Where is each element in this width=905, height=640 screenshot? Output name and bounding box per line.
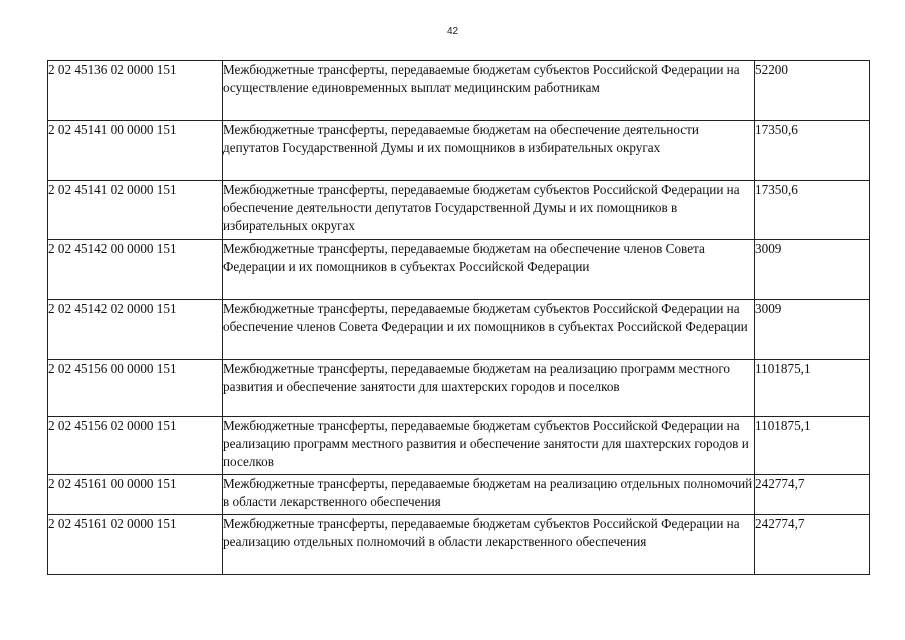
budget-code-cell: 2 02 45142 00 0000 151 bbox=[48, 240, 223, 300]
budget-code-cell: 2 02 45142 02 0000 151 bbox=[48, 300, 223, 360]
budget-table bbox=[47, 60, 870, 575]
amount-cell: 17350,6 bbox=[755, 181, 870, 240]
description-cell: Межбюджетные трансферты, передаваемые бюджетам субъектов Российской Федерации на реализацию программ местного развития и обеспечение занятости для шахтерских городов и поселков bbox=[223, 417, 755, 475]
table-row bbox=[48, 360, 870, 417]
description-cell: Межбюджетные трансферты, передаваемые бюджетам на обеспечение членов Совета Федерации и их помощников в субъектах Российской Федерации bbox=[223, 240, 755, 300]
description-cell: Межбюджетные трансферты, передаваемые бюджетам субъектов Российской Федерации на обеспечение деятельности депутатов Государственной Думы и их помощников в избирательных округах bbox=[223, 181, 755, 240]
description-cell: Межбюджетные трансферты, передаваемые бюджетам субъектов Российской Федерации на обеспечение членов Совета Федерации и их помощников в субъектах Российской Федерации bbox=[223, 300, 755, 360]
table-body bbox=[48, 61, 870, 575]
description-cell: Межбюджетные трансферты, передаваемые бюджетам на реализацию отдельных полномочий в области лекарственного обеспечения bbox=[223, 475, 755, 515]
budget-code-cell: 2 02 45161 02 0000 151 bbox=[48, 515, 223, 575]
description-cell: Межбюджетные трансферты, передаваемые бюджетам на обеспечение деятельности депутатов Государственной Думы и их помощников в избирательных округах bbox=[223, 121, 755, 181]
table-row bbox=[48, 61, 870, 121]
table-row bbox=[48, 417, 870, 475]
description-cell: Межбюджетные трансферты, передаваемые бюджетам субъектов Российской Федерации на реализацию отдельных полномочий в области лекарственного обеспечения bbox=[223, 515, 755, 575]
table-row bbox=[48, 240, 870, 300]
budget-code-cell: 2 02 45161 00 0000 151 bbox=[48, 475, 223, 515]
table-row bbox=[48, 300, 870, 360]
amount-cell: 3009 bbox=[755, 240, 870, 300]
table-row bbox=[48, 181, 870, 240]
amount-cell: 52200 bbox=[755, 61, 870, 121]
budget-code-cell: 2 02 45156 00 0000 151 bbox=[48, 360, 223, 417]
amount-cell: 242774,7 bbox=[755, 475, 870, 515]
table-row bbox=[48, 121, 870, 181]
budget-code-cell: 2 02 45136 02 0000 151 bbox=[48, 61, 223, 121]
table-row bbox=[48, 475, 870, 515]
budget-code-cell: 2 02 45141 02 0000 151 bbox=[48, 181, 223, 240]
amount-cell: 17350,6 bbox=[755, 121, 870, 181]
page-number: 42 bbox=[446, 26, 459, 37]
description-cell: Межбюджетные трансферты, передаваемые бюджетам на реализацию программ местного развития и обеспечение занятости для шахтерских городов и поселков bbox=[223, 360, 755, 417]
amount-cell: 1101875,1 bbox=[755, 360, 870, 417]
budget-code-cell: 2 02 45141 00 0000 151 bbox=[48, 121, 223, 181]
budget-code-cell: 2 02 45156 02 0000 151 bbox=[48, 417, 223, 475]
amount-cell: 242774,7 bbox=[755, 515, 870, 575]
amount-cell: 1101875,1 bbox=[755, 417, 870, 475]
table-row bbox=[48, 515, 870, 575]
amount-cell: 3009 bbox=[755, 300, 870, 360]
description-cell: Межбюджетные трансферты, передаваемые бюджетам субъектов Российской Федерации на осуществление единовременных выплат медицинским работникам bbox=[223, 61, 755, 121]
